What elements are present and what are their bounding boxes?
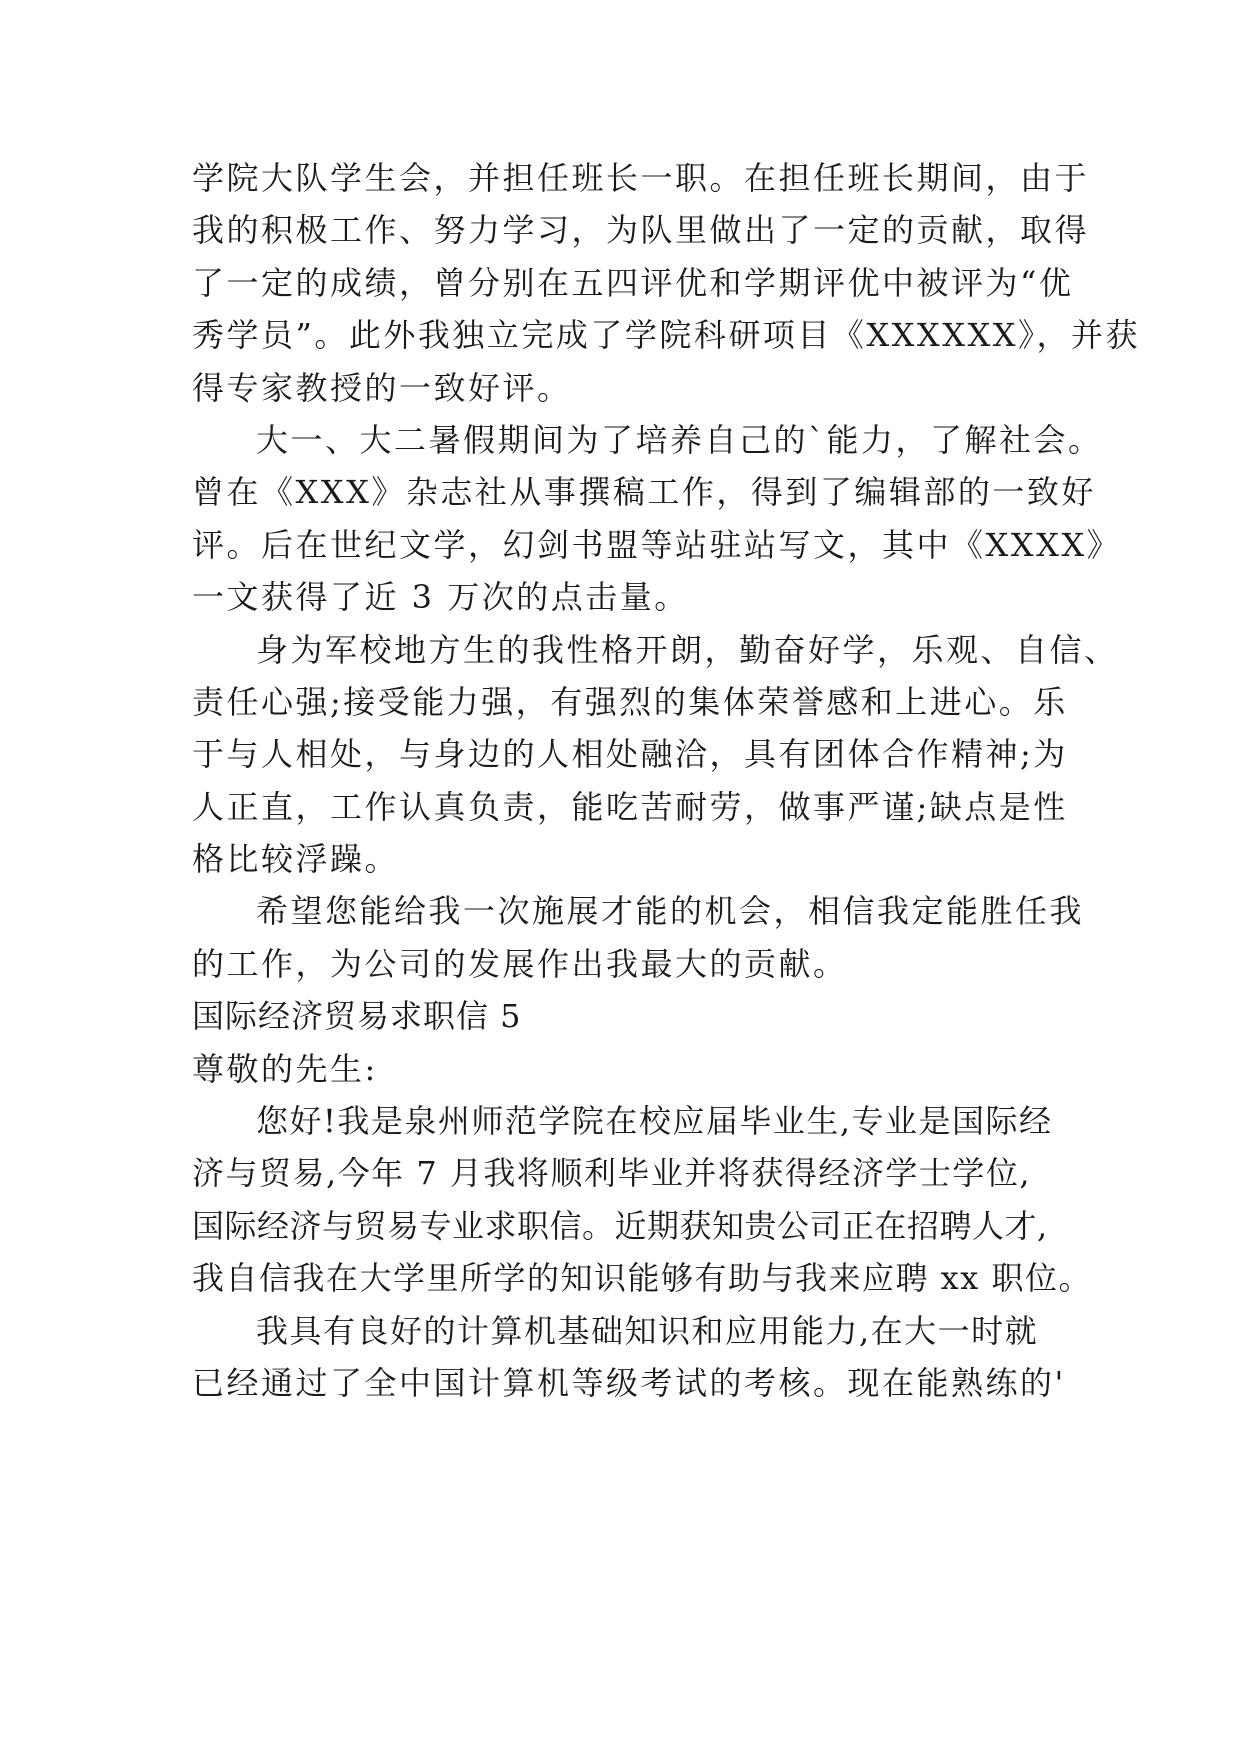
text-line: 您好!我是泉州师范学院在校应届毕业生,专业是国际经 [256,1102,1053,1141]
text-line: 我的积极工作、努力学习，为队里做出了一定的贡献，取得 [192,211,1090,250]
text-line: 希望您能给我一次施展才能的机会，相信我定能胜任我 [256,892,1085,931]
text-line: 学院大队学生会，并担任班长一职。在担任班长期间，由于 [192,159,1090,197]
paragraph [192,1305,1072,1410]
text-line: 一文获得了近 3 万次的点击量。 [192,578,689,617]
text-line: 评。后在世纪文学，幻剑书盟等站驻站写文，其中《XXXX》 [192,525,1122,564]
text-line: 身为军校地方生的我性格开朗，勤奋好学，乐观、自信、 [256,630,1119,669]
paragraph [192,885,1085,990]
text-line: 于与人相处，与身边的人相处融洽，具有团体合作精神;为 [192,735,1068,774]
text-line: 已经通过了全中国计算机等级考试的考核。现在能熟练的' [192,1363,1066,1402]
paragraph [192,624,1119,886]
document-body [192,152,1141,1409]
text-line: 国际经济与贸易专业求职信。近期获知贵公司正在招聘人才, [192,1206,1048,1245]
text-line: 责任心强;接受能力强，有强烈的集体荣誉感和上进心。乐 [192,682,1068,721]
heading-text: 国际经济贸易求职信 5 [192,997,522,1036]
text-line: 大一、大二暑假期间为了培养自己的`能力，了解社会。 [256,420,1103,459]
text-line: 尊敬的先生: [192,1049,378,1088]
text-line: 秀学员”。此外我独立完成了学院科研项目《XXXXXX》，并获 [192,316,1141,355]
text-line: 济与贸易,今年 7 月我将顺利毕业并将获得经济学士学位, [192,1154,1032,1193]
paragraph [192,1095,1092,1305]
text-line: 我自信我在大学里所学的知识能够有助与我来应聘 xx 职位。 [192,1259,1092,1298]
paragraph [192,152,1141,414]
text-line: 的工作，为公司的发展作出我最大的贡献。 [192,944,848,983]
text-line: 得专家教授的一致好评。 [192,368,572,407]
text-line: 格比较浮躁。 [192,840,400,879]
section-heading [192,990,1072,1042]
paragraph [192,414,1122,624]
salutation [192,1043,1072,1095]
text-line: 曾在《XXX》杂志社从事撰稿工作，得到了编辑部的一致好 [192,473,1096,512]
text-line: 我具有良好的计算机基础知识和应用能力,在大一时就 [256,1311,1039,1350]
text-line: 了一定的成绩，曾分别在五四评优和学期评优中被评为“优 [192,263,1074,302]
text-line: 人正直，工作认真负责，能吃苦耐劳，做事严谨;缺点是性 [192,787,1068,826]
